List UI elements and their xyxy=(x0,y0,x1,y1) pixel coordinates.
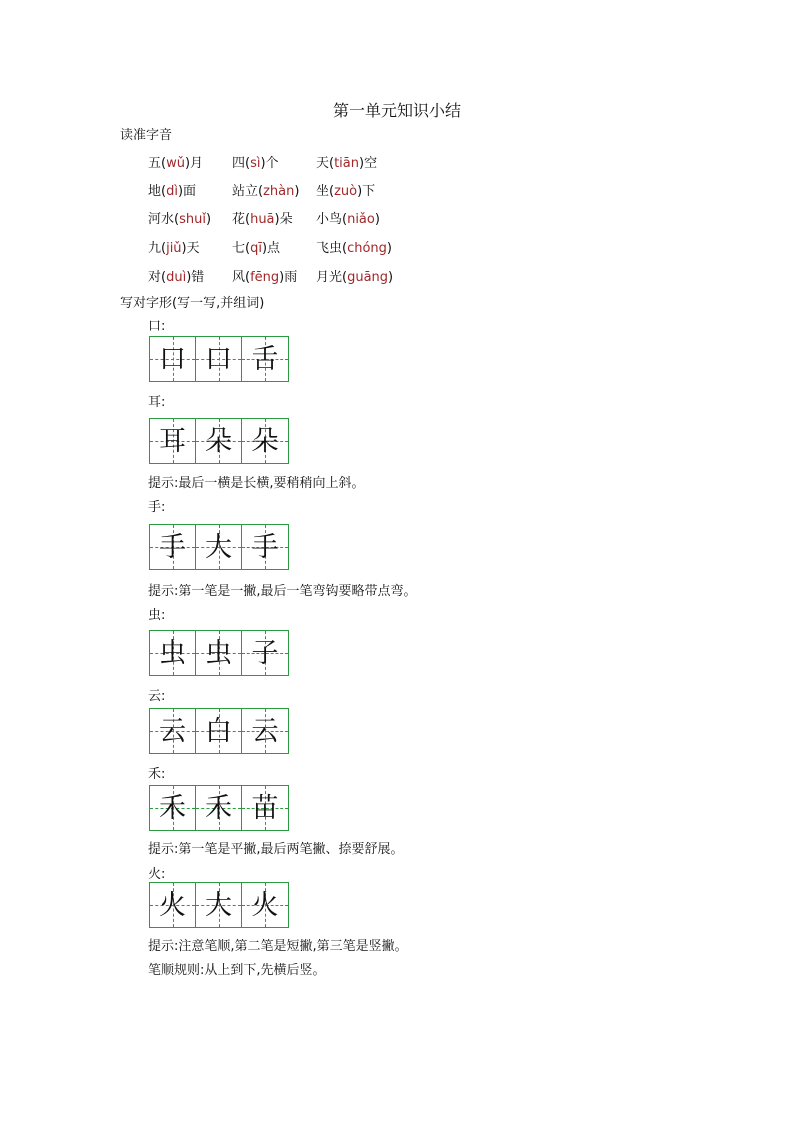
tianzige-cell xyxy=(242,786,288,830)
pinyin-reading: duì xyxy=(166,270,187,285)
practice-character: 手 xyxy=(159,531,186,563)
pinyin-item xyxy=(148,266,204,285)
pinyin-word: 花( xyxy=(232,212,251,227)
page-title: 第一单元知识小结 xyxy=(332,101,461,120)
practice-character: 白 xyxy=(205,715,232,747)
pinyin-word: 七( xyxy=(232,241,251,256)
char-group-label: 火: xyxy=(148,867,166,882)
pinyin-reading: zuò xyxy=(334,184,358,199)
pinyin-item xyxy=(232,180,299,199)
pinyin-word-suffix: )点 xyxy=(261,241,281,256)
pinyin-word: 天( xyxy=(316,156,335,171)
pinyin-word: 九( xyxy=(148,241,167,256)
pinyin-word-suffix: )空 xyxy=(359,156,378,171)
pinyin-reading: sì xyxy=(250,156,261,171)
practice-character: 火 xyxy=(251,889,279,921)
pinyin-word: 月光( xyxy=(316,270,348,285)
pinyin-reading: shuǐ xyxy=(179,212,206,227)
practice-character: 云 xyxy=(159,715,186,747)
tianzige-cell xyxy=(150,631,196,675)
practice-character: 禾 xyxy=(205,792,232,824)
tianzige-grid xyxy=(149,882,289,928)
pinyin-item xyxy=(148,180,196,199)
pinyin-item xyxy=(148,152,203,171)
pinyin-word: 四( xyxy=(232,156,251,171)
pinyin-word: 河水( xyxy=(148,212,180,227)
pinyin-reading: wǔ xyxy=(166,156,185,171)
tianzige-cell xyxy=(242,525,288,569)
practice-character: 口 xyxy=(205,343,232,375)
practice-character: 禾 xyxy=(159,792,186,824)
section-heading-pronunciation: 读准字音 xyxy=(120,128,173,143)
pinyin-item xyxy=(232,266,297,285)
pinyin-item xyxy=(232,208,293,227)
pinyin-word-suffix: ) xyxy=(386,241,392,256)
writing-tip: 提示:最后一横是长横,要稍稍向上斜。 xyxy=(148,476,365,491)
pinyin-word-suffix: ) xyxy=(205,212,212,227)
pinyin-item xyxy=(148,208,211,227)
practice-character: 子 xyxy=(251,637,279,669)
pinyin-word-suffix: )下 xyxy=(357,184,376,199)
char-group-label: 禾: xyxy=(148,767,166,782)
pinyin-word-suffix: )面 xyxy=(177,184,197,199)
pinyin-item xyxy=(232,152,279,171)
practice-character: 朵 xyxy=(205,425,232,457)
pinyin-word: 风( xyxy=(232,270,251,285)
pinyin-reading: fēng xyxy=(250,270,280,285)
char-group-label: 云: xyxy=(148,689,166,704)
writing-tip: 提示:注意笔顺,第二笔是短撇,第三笔是竖撇。 xyxy=(148,939,408,954)
tianzige-grid xyxy=(149,524,289,570)
pinyin-reading: qī xyxy=(250,241,262,256)
section-heading-writing: 写对字形(写一写,并组词) xyxy=(120,296,265,311)
tianzige-grid xyxy=(149,418,289,464)
pinyin-word: 五( xyxy=(148,156,167,171)
char-group-label: 口: xyxy=(148,319,166,334)
tianzige-cell xyxy=(242,883,288,927)
pinyin-reading: jiǔ xyxy=(166,241,182,256)
tianzige-cell xyxy=(196,525,242,569)
pinyin-item xyxy=(316,266,393,285)
pinyin-word-suffix: ) xyxy=(294,184,300,199)
tianzige-grid xyxy=(149,785,289,831)
pinyin-word-suffix: )月 xyxy=(184,156,204,171)
pinyin-word-suffix: )朵 xyxy=(274,212,293,227)
pinyin-word-suffix: )天 xyxy=(181,241,200,256)
pinyin-reading: dì xyxy=(166,184,178,199)
practice-character: 朵 xyxy=(251,425,279,457)
tianzige-cell xyxy=(150,709,196,753)
pinyin-reading: zhàn xyxy=(263,184,295,199)
tianzige-cell xyxy=(196,631,242,675)
tianzige-cell xyxy=(150,419,196,463)
practice-character: 手 xyxy=(251,531,279,563)
practice-character: 火 xyxy=(159,889,186,921)
tianzige-cell xyxy=(196,709,242,753)
tianzige-cell xyxy=(242,631,288,675)
pinyin-reading: guāng xyxy=(347,270,389,285)
writing-tip: 提示:第一笔是一撇,最后一笔弯钩要略带点弯。 xyxy=(148,584,417,599)
pinyin-word: 坐( xyxy=(316,184,335,199)
tianzige-cell xyxy=(242,419,288,463)
pinyin-word: 飞虫( xyxy=(316,241,348,256)
practice-character: 云 xyxy=(251,715,279,747)
pinyin-word-suffix: )雨 xyxy=(279,270,298,285)
pinyin-word-suffix: ) xyxy=(388,270,394,285)
pinyin-reading: tiān xyxy=(334,156,359,171)
pinyin-word: 对( xyxy=(148,270,167,285)
practice-character: 耳 xyxy=(159,425,186,457)
practice-character: 口 xyxy=(159,343,186,375)
tianzige-cell xyxy=(242,709,288,753)
char-group-label: 虫: xyxy=(148,608,166,623)
tianzige-cell xyxy=(242,337,288,381)
pinyin-item xyxy=(316,237,392,256)
practice-character: 虫 xyxy=(159,637,186,669)
practice-character: 舌 xyxy=(251,343,279,375)
pinyin-item xyxy=(232,237,280,256)
tianzige-cell xyxy=(196,786,242,830)
practice-character: 大 xyxy=(205,889,232,921)
tianzige-cell xyxy=(150,883,196,927)
pinyin-reading: huā xyxy=(250,212,275,227)
pinyin-word-suffix: ) xyxy=(374,212,380,227)
tianzige-grid xyxy=(149,336,289,382)
practice-character: 虫 xyxy=(205,637,232,669)
pinyin-item xyxy=(148,237,200,256)
pinyin-word: 站立( xyxy=(232,184,264,199)
tianzige-cell xyxy=(150,525,196,569)
pinyin-word: 地( xyxy=(148,184,167,199)
char-group-label: 耳: xyxy=(148,395,166,410)
pinyin-item xyxy=(316,208,380,227)
pinyin-reading: chóng xyxy=(347,241,387,256)
writing-tip: 提示:第一笔是平撇,最后两笔撇、捺要舒展。 xyxy=(148,842,404,857)
tianzige-cell xyxy=(196,883,242,927)
tianzige-cell xyxy=(196,337,242,381)
pinyin-reading: niǎo xyxy=(347,212,375,227)
tianzige-grid xyxy=(149,708,289,754)
pinyin-word-suffix: )个 xyxy=(260,156,279,171)
practice-character: 大 xyxy=(205,531,232,563)
tianzige-cell xyxy=(150,786,196,830)
pinyin-item xyxy=(316,180,375,199)
char-group-label: 手: xyxy=(148,500,166,515)
practice-character: 苗 xyxy=(251,792,279,824)
pinyin-item xyxy=(316,152,377,171)
tianzige-cell xyxy=(196,419,242,463)
pinyin-word-suffix: )错 xyxy=(186,270,205,285)
pinyin-word: 小鸟( xyxy=(316,212,348,227)
tianzige-grid xyxy=(149,630,289,676)
tianzige-cell xyxy=(150,337,196,381)
stroke-order-rule: 笔顺规则:从上到下,先横后竖。 xyxy=(148,963,326,978)
